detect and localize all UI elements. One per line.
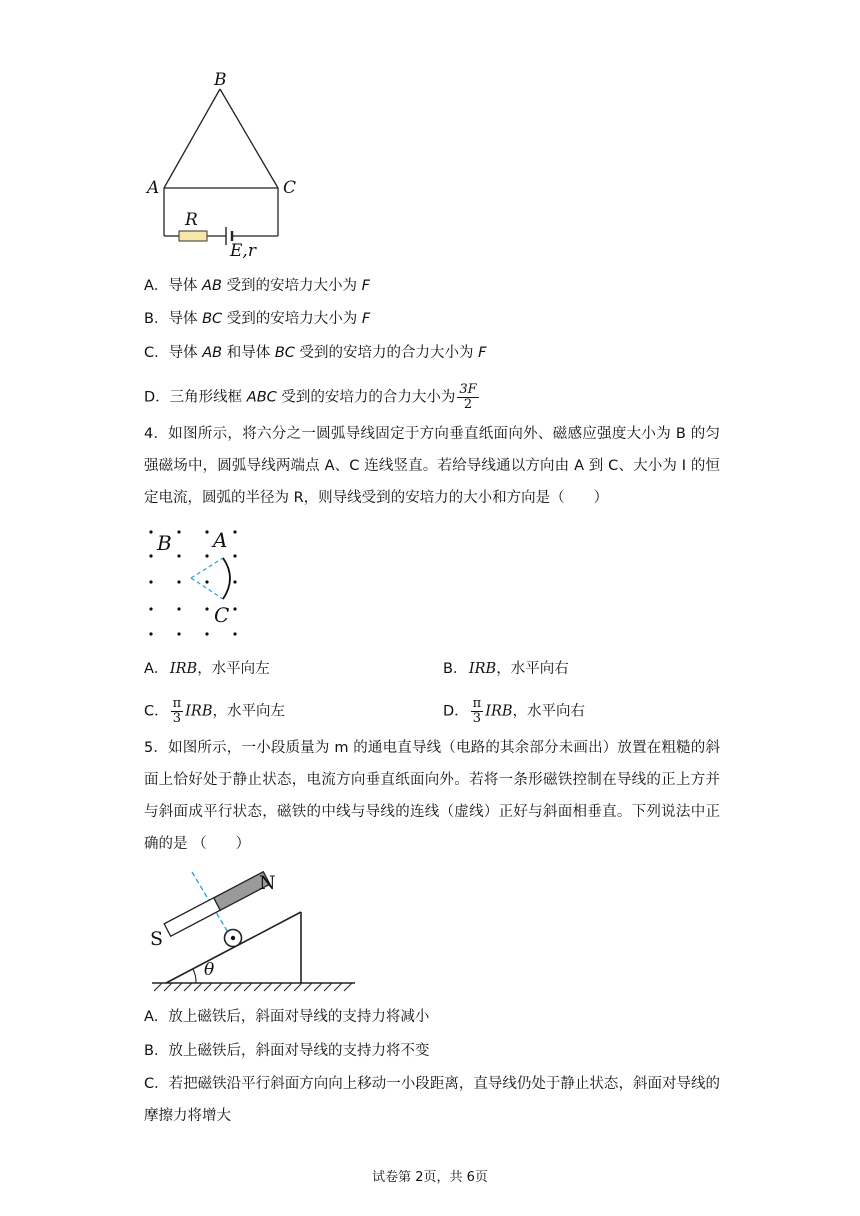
q4-option-d: D． $\frac{\pi}{3}$ IRB，水平向右 (443, 696, 586, 726)
q3-option-b: B．导体 BC 受到的安培力大小为 F (144, 311, 371, 327)
triangle-label-b: B (214, 70, 227, 90)
resistor-label-r: R (185, 210, 198, 230)
magnet-label-n: N (259, 872, 276, 894)
q4-label-b: B (157, 531, 172, 555)
q4-option-c: C． $\frac{\pi}{3}$ IRB，水平向左 (144, 696, 285, 726)
page-footer: 试卷第 2页，共 6页 (372, 1170, 488, 1185)
q3-option-c: C．导体 AB 和导体 BC 受到的安培力的合力大小为 F (144, 345, 487, 361)
q5-option-a: A．放上磁铁后，斜面对导线的支持力将减小 (144, 1009, 430, 1025)
q4-label-c: C (214, 603, 230, 627)
q4-option-a: A． IRB，水平向左 (144, 661, 270, 677)
fraction-pi-over-3: $\frac{\pi}{3}$ (472, 696, 482, 726)
q5-option-b: B．放上磁铁后，斜面对导线的支持力将不变 (144, 1043, 430, 1059)
fraction-pi-over-3: $\frac{\pi}{3}$ (172, 696, 182, 726)
q5-question-text: 5．如图所示，一小段质量为 m 的通电直导线（电路的其余部分未画出）放置在粗糙的斜面上恰好处于静止状态，电流方向垂直纸面向外。若将一条形磁铁控制在导线的正上方并与斜面成平行状态，磁铁的中线与导线的连线（虚线）正好与斜面相垂直。下列说法中正确的是 （ ） (144, 740, 720, 852)
incline-angle-theta: θ (204, 960, 215, 980)
triangle-label-a: A (147, 178, 160, 198)
q3-option-d: D．三角形线框 ABC 受到的安培力的合力大小为 $\frac{3F}{2}$ (144, 382, 477, 412)
fraction-3f-over-2: $\frac{3F}{2}$ (459, 382, 477, 412)
q5-incline-magnet-figure (140, 860, 370, 1000)
q5-option-c: C．若把磁铁沿平行斜面方向向上移动一小段距离，直导线仍处于静止状态，斜面对导线的摩擦力将增大 (144, 1076, 720, 1124)
magnet-label-s: S (150, 928, 164, 950)
q4-option-b: B． IRB，水平向右 (443, 661, 569, 677)
q4-label-a: A (213, 528, 228, 552)
triangle-circuit-figure (140, 64, 310, 264)
battery-label-er: E,r (230, 241, 256, 261)
q4-question-text: 4．如图所示，将六分之一圆弧导线固定于方向垂直纸面向外、磁感应强度大小为 B 的匀强磁场中，圆弧导线两端点 A、C 连线竖直。若给导线通以方向由 A 到 C、大小为 I 的恒定电流，圆弧的半径为 R，则导线受到的安培力的大小和方向是（ ） (144, 426, 720, 506)
triangle-label-c: C (283, 178, 297, 198)
q3-option-a: A．导体 AB 受到的安培力大小为 F (144, 278, 370, 294)
